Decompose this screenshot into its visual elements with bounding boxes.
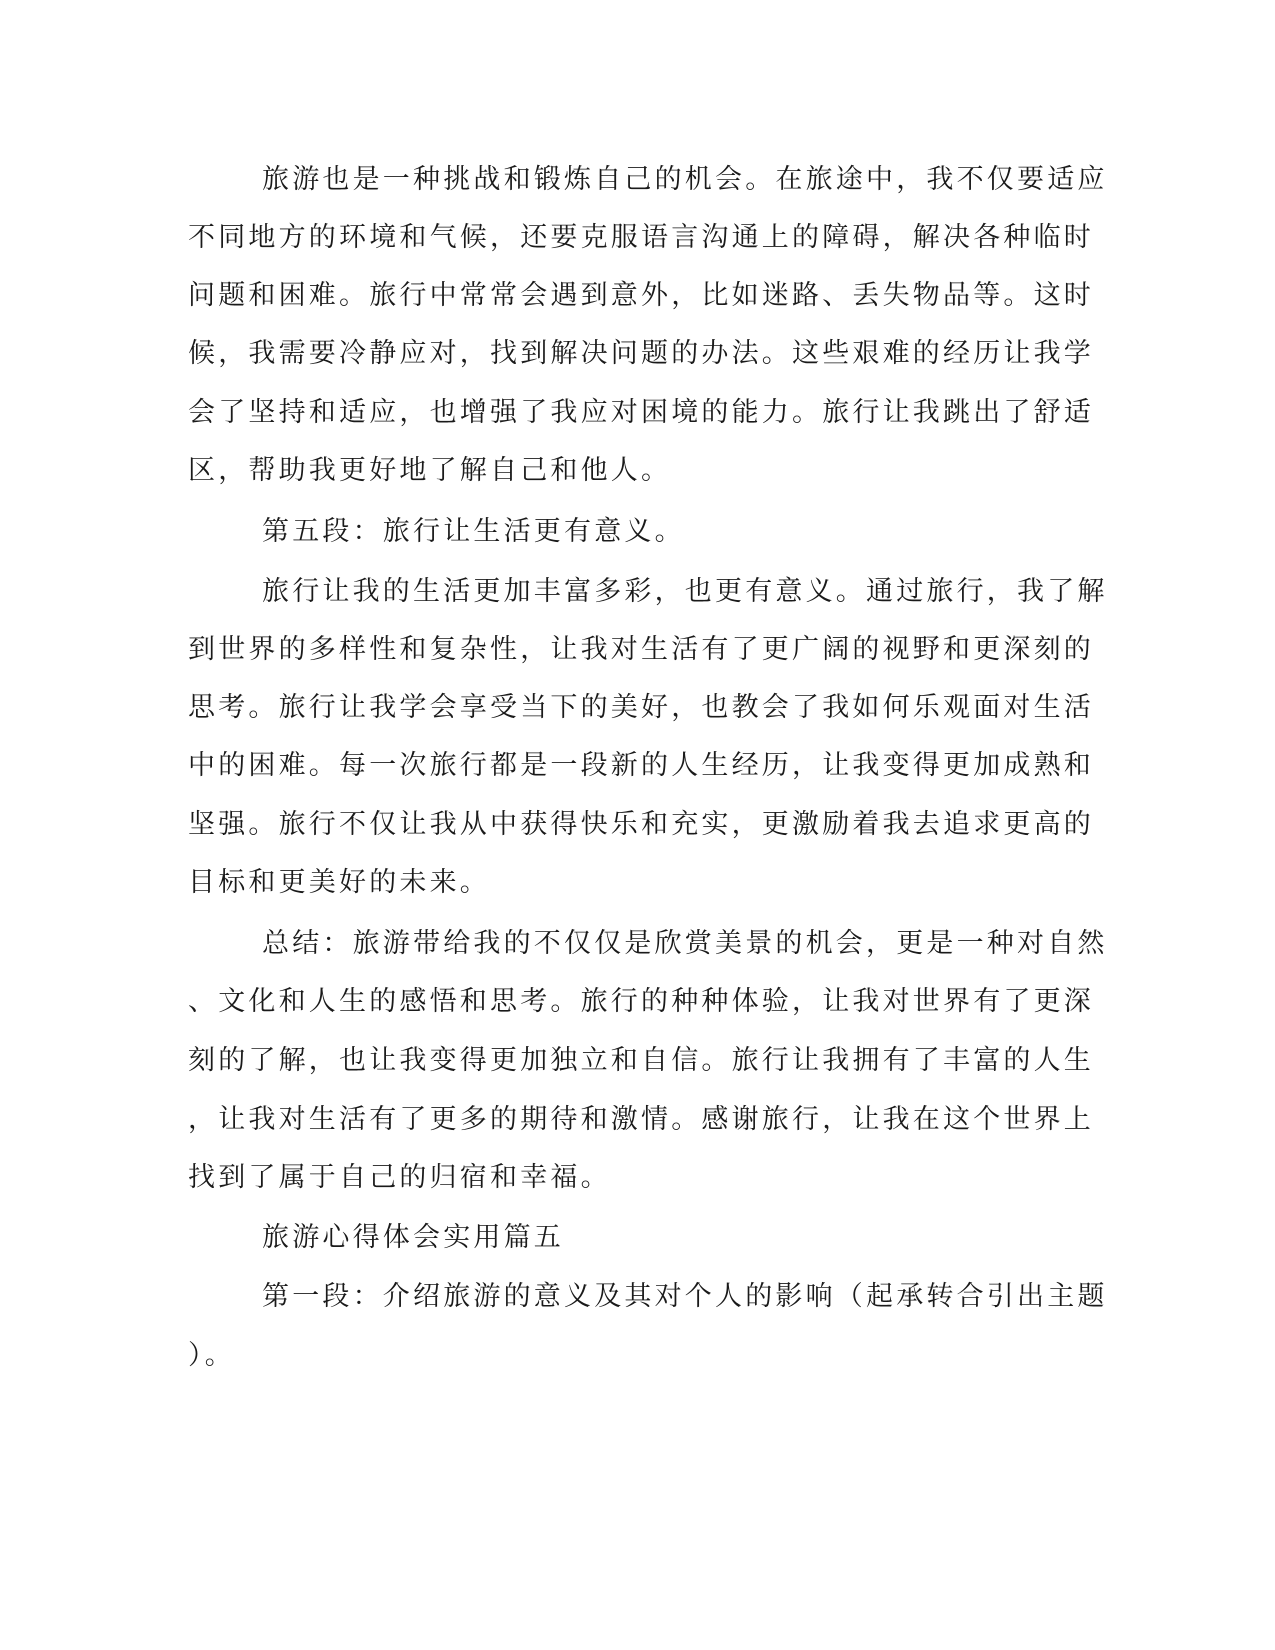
paragraph-line: 区，帮助我更好地了解自己和他人。	[188, 455, 672, 486]
paragraph-line: 总结：旅游带给我的不仅仅是欣赏美景的机会，更是一种对自然	[262, 928, 1108, 959]
paragraph-line: 坚强。旅行不仅让我从中获得快乐和充实，更激励着我去追求更高的	[188, 809, 1094, 840]
article-title: 旅游心得体会实用篇五	[262, 1222, 564, 1253]
section-heading-continuation: ）。	[188, 1340, 235, 1371]
paragraph-line: 不同地方的环境和气候，还要克服语言沟通上的障碍，解决各种临时	[188, 222, 1094, 253]
paragraph-line: 旅行让我的生活更加丰富多彩，也更有意义。通过旅行，我了解	[262, 576, 1108, 607]
paragraph-line: 目标和更美好的未来。	[188, 867, 490, 898]
paragraph-line: 会了坚持和适应，也增强了我应对困境的能力。旅行让我跳出了舒适	[188, 397, 1094, 428]
paragraph-line: 到世界的多样性和复杂性，让我对生活有了更广阔的视野和更深刻的	[188, 634, 1094, 665]
paragraph-line: 思考。旅行让我学会享受当下的美好，也教会了我如何乐观面对生活	[188, 692, 1094, 723]
paragraph-line: ，让我对生活有了更多的期待和激情。感谢旅行，让我在这个世界上	[188, 1104, 1094, 1135]
section-heading: 第一段：介绍旅游的意义及其对个人的影响（起承转合引出主题	[262, 1281, 1108, 1312]
paragraph-line: 旅游也是一种挑战和锻炼自己的机会。在旅途中，我不仅要适应	[262, 164, 1108, 195]
paragraph-line: 刻的了解，也让我变得更加独立和自信。旅行让我拥有了丰富的人生	[188, 1045, 1094, 1076]
paragraph-line: 中的困难。每一次旅行都是一段新的人生经历，让我变得更加成熟和	[188, 750, 1094, 781]
paragraph-line: 候，我需要冷静应对，找到解决问题的办法。这些艰难的经历让我学	[188, 338, 1094, 369]
paragraph-line: 、文化和人生的感悟和思考。旅行的种种体验，让我对世界有了更深	[188, 986, 1094, 1017]
paragraph-line: 问题和困难。旅行中常常会遇到意外，比如迷路、丢失物品等。这时	[188, 280, 1094, 311]
paragraph-line: 找到了属于自己的归宿和幸福。	[188, 1162, 611, 1193]
section-heading: 第五段：旅行让生活更有意义。	[262, 516, 685, 547]
